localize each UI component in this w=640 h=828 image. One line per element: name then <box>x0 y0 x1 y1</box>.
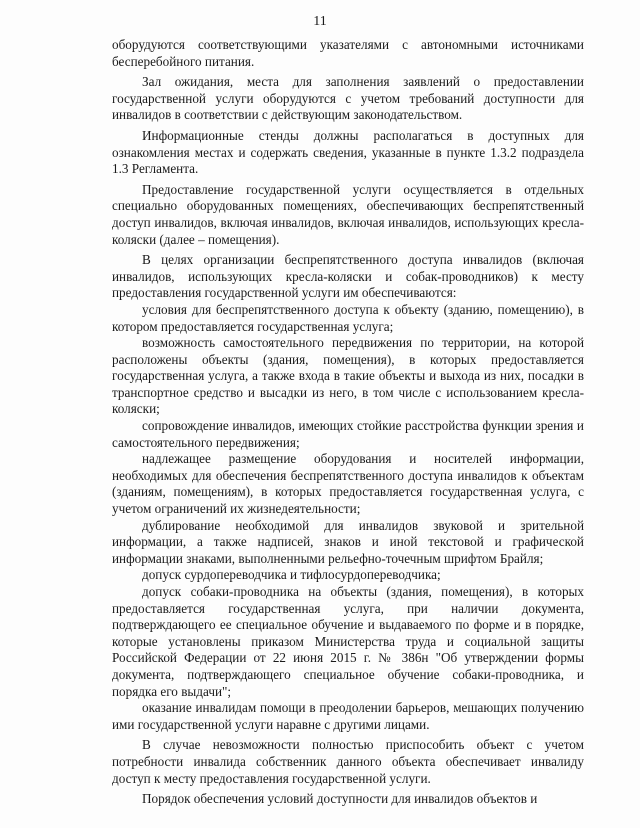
list-item-assistance: оказание инвалидам помощи в преодолении барьеров, мешающих получению ими государственной услуги наравне с другими лицами. <box>112 700 584 732</box>
list-item-guide-dog: допуск собаки-проводника на объекты (здания, помещения), в которых предоставляется государственная услуга, при наличии документа, подтверждающего ее специальное обучение и выдаваемого по форме и в порядке, которые установлены приказом Министерства труда и социальной защиты Российской Федерации от 22 июня 2015 г. № 386н "Об утверждении формы документа, подтверждающего специальное обучение собаки-проводника, и порядка его выдачи"; <box>112 584 584 699</box>
list-item-equipment-placement: надлежащее размещение оборудования и носителей информации, необходимых для обеспечения беспрепятственного доступа инвалидов к объектам (зданиям, помещениям), в которых предоставляется государственная услуга, с учетом ограничений их жизнедеятельности; <box>112 451 584 517</box>
list-item-escort: сопровождение инвалидов, имеющих стойкие расстройства функции зрения и самостоятельного передвижения; <box>112 418 584 450</box>
paragraph-accessibility-intro: В целях организации беспрепятственного доступа инвалидов (включая инвалидов, использующих кресла-коляски и собак-проводников) к месту предоставления государственной услуги им обеспечиваются: <box>112 252 584 301</box>
paragraph-premises: Предоставление государственной услуги осуществляется в отдельных специально оборудованных помещениях, обеспечивающих беспрепятственный доступ инвалидов, включая инвалидов, включая инвалидов, использующих кресла-коляски (далее – помещения). <box>112 181 584 247</box>
paragraph-info-stands: Информационные стенды должны располагаться в доступных для ознакомления местах и содержать сведения, указанные в пункте 1.3.2 подраздела 1.3 Регламента. <box>112 127 584 177</box>
list-item-sign-interpreter: допуск сурдопереводчика и тифлосурдопереводчика; <box>142 567 441 583</box>
paragraph-continuation: оборудуются соответствующими указателями с автономными источниками бесперебойного питания. <box>112 37 584 69</box>
list-item-access-conditions: условия для беспрепятственного доступа к объекту (зданию, помещению), в котором предоставляется государственная услуга; <box>112 301 584 334</box>
document-body <box>112 37 584 808</box>
list-item-information-duplication: дублирование необходимой для инвалидов звуковой и зрительной информации, а также надписей, знаков и иной текстовой и графической информации знаками, выполненными рельефно-точечным шрифтом Брайля; <box>112 517 584 566</box>
list-item-independent-movement: возможность самостоятельного передвижения по территории, на которой расположены объекты (здания, помещения), в которых предоставляется государственная услуга, а также входа в такие объекты и выхода из них, посадки в транспортное средство и высадки из него, в том числе с использованием кресла-коляски; <box>112 335 584 417</box>
paragraph-waiting-hall: Зал ожидания, места для заполнения заявлений о предоставлении государственной услуги оборудуются с учетом требований доступности для инвалидов в соответствии с действующим законодательством. <box>112 74 584 123</box>
paragraph-impossibility: В случае невозможности полностью приспособить объект с учетом потребности инвалида собственник данного объекта обеспечивает инвалиду доступ к месту предоставления государственной услуги. <box>112 737 584 786</box>
paragraph-procedure: Порядок обеспечения условий доступности для инвалидов объектов и <box>142 791 538 807</box>
page-number: 11 <box>313 14 327 29</box>
